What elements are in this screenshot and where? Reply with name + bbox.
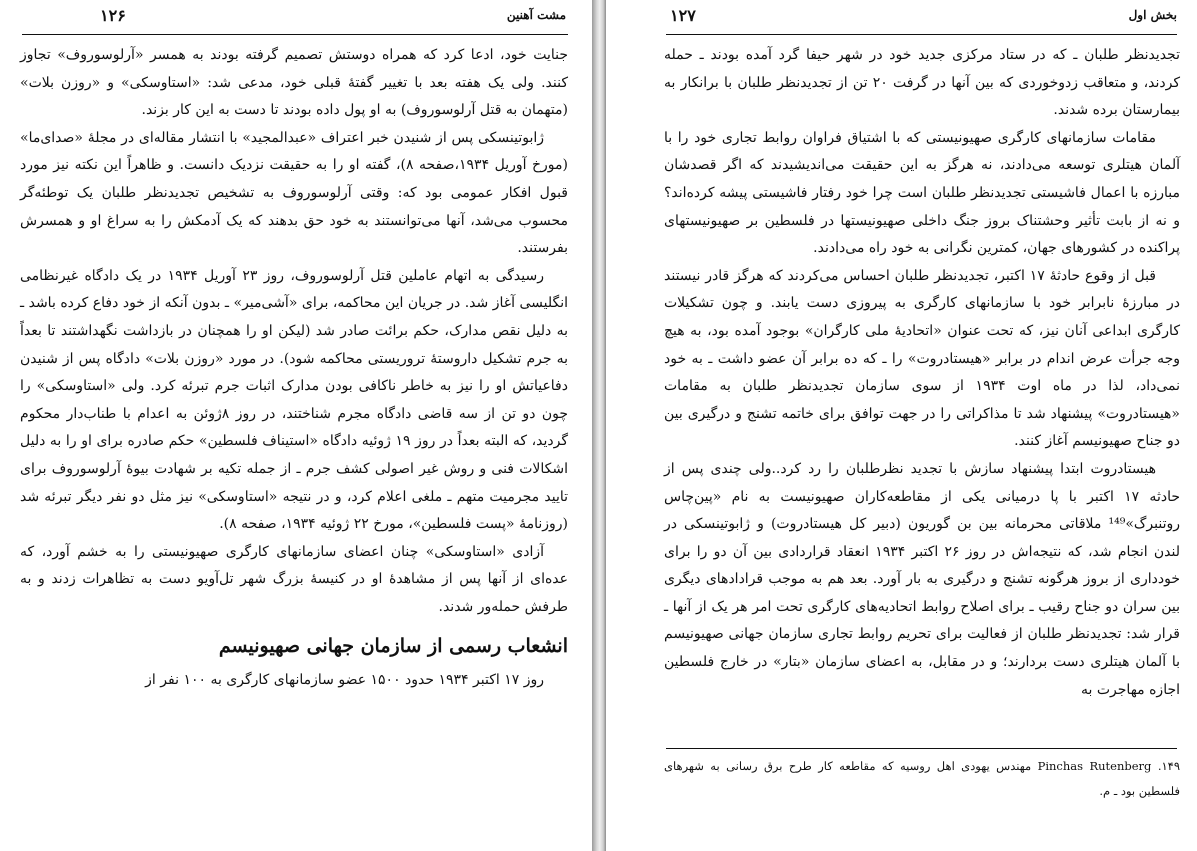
left-paragraph-3: رسیدگی به اتهام عاملین قتل آرلوسوروف، روز ۲۳ آوریل ۱۹۳۴ در یک دادگاه غیرنظامی انگلیسی آغاز شد. در جریان این محاکمه، برای «آشی‌میر» ـ بدون آنکه از خود دفاع کرده باشد ـ به دلیل نقص مدارک، حکم برائت صادر شد (لیکن او را همچنان در بازداشت نگهداشتند تا بعداً به جرم تشکیل داروستهٔ تروریستی محاکمه شود). در مورد «روزن بلات» دادگاه پس از شنیدن دفاعیاتش او را نیز به خاطر ناکافی بودن مدارک اثبات جرم تبرئه کرد. ولی «استاوسکی» را چون دو تن از سه قاضی دادگاه مجرم شناختند، در روز ۸ژوئن به اعدام با طناب‌دار محکوم گردید، که البته بعداً در روز ۱۹ ژوئیه دادگاه «استیناف فلسطین» حکم صادره برای او را به دلیل اشکالات فنی و روش غیر اصولی کشف جرم ـ از جمله تکیه بر شهادت بیوهٔ آرلوسوروف برای تایید مجرمیت متهم ـ ملغی اعلام کرد، و در نتیجه «استاوسکی» نیز مثل دو نفر دیگر تبرئه شد (روزنامهٔ «پست فلسطین»، مورخ ۲۲ ژوئیه ۱۹۳۴، صفحه ۸). — [20, 267, 569, 533]
left-page — [0, 0, 592, 851]
right-paragraph-1: تجدیدنظر طلبان ـ که در ستاد مرکزی جدید خود در شهر حیفا گرد آمده بودند ـ حمله کردند، و متعاقب زدوخوردی که بین آنها در گرفت ۲۰ تن از تجدیدنظر طلبان با برانکار به بیمارستان برده شدند. — [664, 47, 1180, 119]
right-running-head: بخش اول — [1128, 8, 1177, 22]
left-paragraph-4: آزادی «استاوسکی» چنان اعضای سازمانهای کارگری صهیونیستی را به خشم آورد، که عده‌ای از آنها پس از مشاهدهٔ او در کنیسهٔ بزرگ شهر تل‌آویو دست به تظاهرات زدند و به طرفش حمله‌ور شدند. — [20, 543, 568, 615]
left-running-head: مشت آهنین — [506, 8, 566, 22]
section-heading: انشعاب رسمی از سازمان جهانی صهیونیسم — [218, 635, 568, 658]
left-paragraph-1: جنایت خود، ادعا کرد که همراه دوستش تصمیم گرفته بودند به همسر «آرلوسوروف» تجاوز کنند. ولی یک هفته بعد با تغییر گفتهٔ قبلی خود، مدعی شد: «استاوسکی» و «روزن بلات» (متهمان به قتل آرلوسوروف) به او پول داده بودند تا دست به این کار بزند. — [20, 47, 568, 119]
right-body-text — [664, 42, 1180, 704]
left-header-rule — [22, 34, 568, 35]
left-paragraph-2: ژابوتینسکی پس از شنیدن خبر اعتراف «عبدالمجید» با انتشار مقاله‌ای در مجلهٔ «صدای‌ما» (مورخ آوریل ۱۹۳۴،صفحه ۸)، گفته او را به حقیقت نزدیک دانست. و ظاهراً این نکته نیز مورد قبول افکار عمومی بود که: وقتی آرلوسوروف به تشخیص تجدیدنظر طلبان یک توطئه‌گر محسوب می‌شد، آنها می‌توانستند به خود حق بدهند که یک آدمکش را به سراغ او و همسرش بفرستند. — [20, 129, 568, 257]
right-page — [606, 0, 1197, 851]
footnote-rule — [666, 748, 1177, 749]
book-gutter — [592, 0, 606, 851]
footnote-149: ۱۴۹. Pinchas Rutenberg مهندس یهودی اهل روسیه که مقاطعه کار طرح برق رسانی به شهرهای فلسطین بود ـ م. — [664, 759, 1181, 798]
right-paragraph-3: قبل از وقوع حادثهٔ ۱۷ اکتبر، تجدیدنظر طلبان احساس می‌کردند که هرگز قادر نیستند در مبارزهٔ نابرابر خود با سازمانهای کارگری به پیروزی دست یابند. و چون تشکیلات کارگری ابداعی آنان نیز، که تحت عنوان «اتحادیهٔ ملی کارگران» بوجود آمده بود، به هیچ وجه جرأت عرض اندام در برابر «هیستادروت» را ـ که ده برابر آن عضو داشت ـ به خود نمی‌داد، لذا در ماه اوت ۱۹۳۴ از سوی سازمان تجدیدنظر طلبان به مقامات «هیستادروت» پیشنهاد شد تا مذاکراتی را در جهت توافق برای خاتمه تشنج و درگیری بین دو جناح صهیونیسم آغاز کنند. — [664, 267, 1181, 450]
right-page-number: ۱۲۷ — [670, 6, 696, 25]
right-header-rule — [666, 34, 1177, 35]
left-body-text — [20, 42, 568, 695]
left-page-number: ۱۲۶ — [100, 6, 126, 25]
left-final-paragraph: روز ۱۷ اکتبر ۱۹۳۴ حدود ۱۵۰۰ عضو سازمانهای کارگری به ۱۰۰ نفر از — [145, 672, 544, 689]
right-paragraph-4: هیستادروت ابتدا پیشنهاد سازش با تجدید نظرطلبان را رد کرد..ولی چندی پس از حادثه ۱۷ اکتبر با پا درمیانی یکی از مقاطعه‌کاران صهیونیست به نام «پین‌چاس روتنبرگ»¹⁴⁹ ملاقاتی محرمانه بین بن گوریون (دبیر کل هیستادروت) و ژابوتینسکی در لندن انجام شد، که نتیجه‌اش در روز ۲۶ اکتبر ۱۹۳۴ انعقاد قراردادی بین آن دو را برای خودداری از بروز هرگونه تشنج و درگیری به بار آورد. بعد هم به موجب قرادادهای دیگری بین سران دو جناح رقیب ـ برای اصلاح روابط اتحادیه‌های کارگری تحت امر هر یک از آنها ـ قرار شد: تجدیدنظر طلبان از فعالیت برای تحریم روابط تجاری سازمان جهانی صهیونیسم با آلمان هیتلری دست بردارند؛ و در مقابل، به اعضای سازمان «بتار» در خارج فلسطین اجازه مهاجرت به — [664, 460, 1180, 698]
right-paragraph-2: مقامات سازمانهای کارگری صهیونیستی که با اشتیاق فراوان روابط تجاری خود را با آلمان هیتلری توسعه می‌دادند، نه هرگز به این حقیقت می‌اندیشیدند که اگر قصدشان مبارزه با اعمال فاشیستی تجدیدنظر طلبان است چرا خود رفتار فاشیستی پیشه کرده‌اند؟ و نه از بابت تأثیر وحشتناک بروز جنگ داخلی صهیونیستها در فلسطین بر صهیونیستهای پراکنده در کشورهای جهان، کمترین نگرانی به خود راه می‌دادند. — [664, 129, 1180, 257]
